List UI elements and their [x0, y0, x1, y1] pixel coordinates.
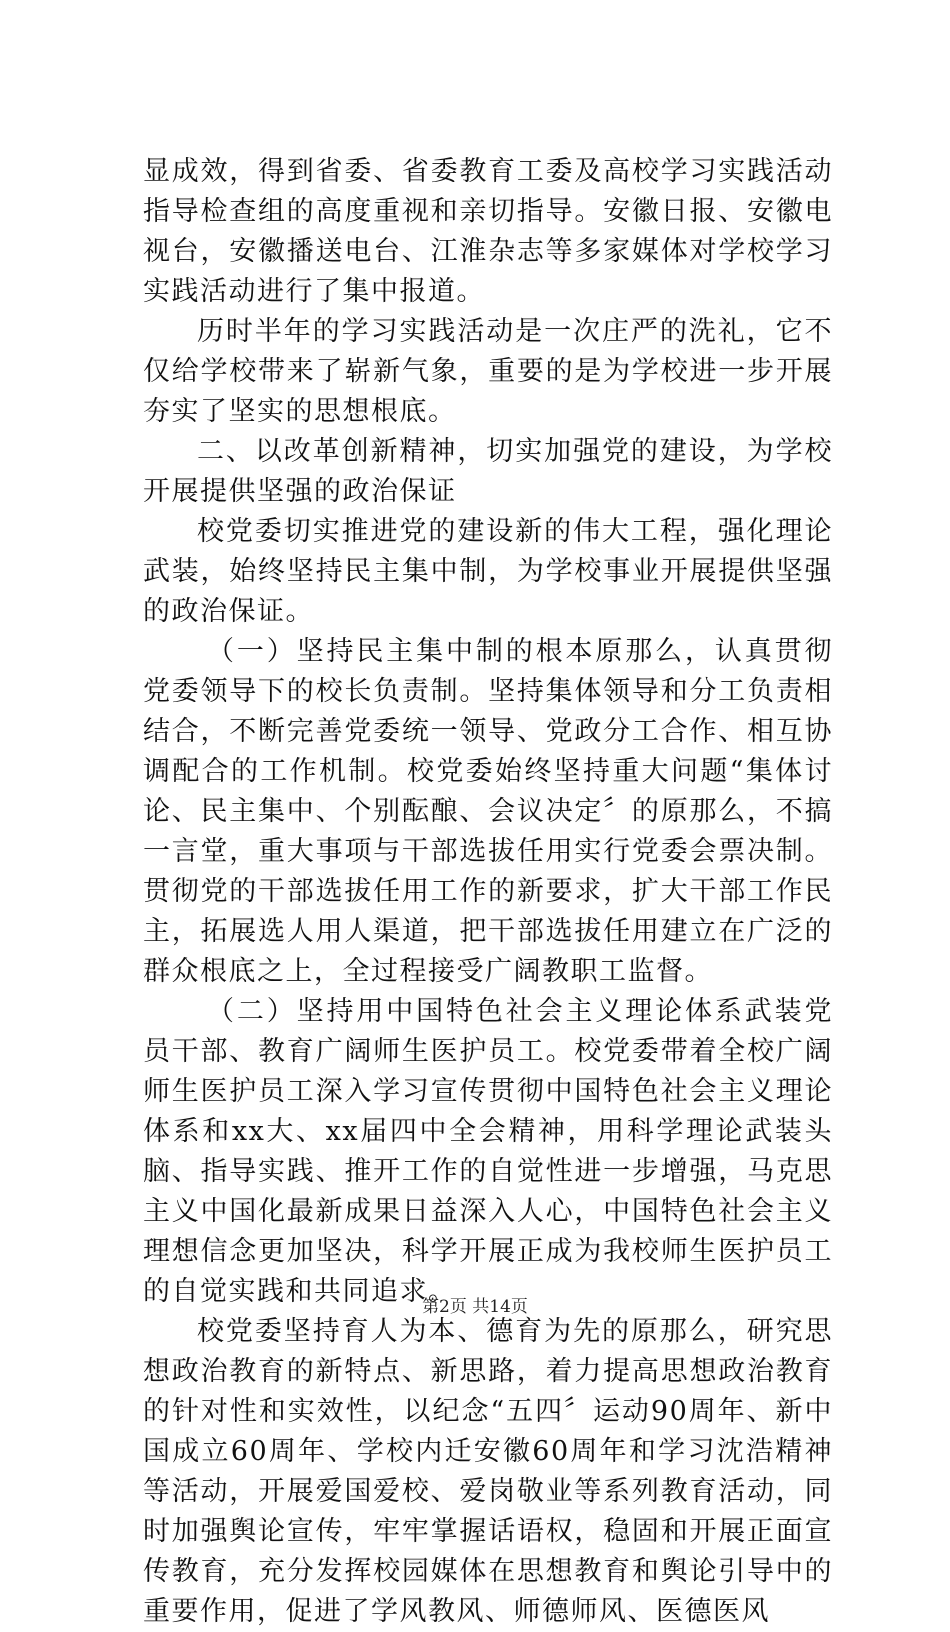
page-footer: 第2页 共14页	[422, 1297, 528, 1317]
paragraph-1: 显成效，得到省委、省委教育工委及高校学习实践活动指导检查组的高度重视和亲切指导。安徽日报、安徽电视台，安徽播送电台、江淮杂志等多家媒体对学校学习实践活动进行了集中报道。	[143, 156, 833, 307]
subsection-1: （一）坚持民主集中制的根本原那么，认真贯彻党委领导下的校长负责制。坚持集体领导和分工负责相结合，不断完善党委统一领导、党政分工合作、相互协调配合的工作机制。校党委始终坚持重大问题“集体讨论、民主集中、个别酝酿、会议决定〞的原那么，不搞一言堂，重大事项与干部选拔任用实行党委会票决制。贯彻党的干部选拔任用工作的新要求，扩大干部工作民主，拓展选人用人渠道，把干部选拔任用建立在广泛的群众根底之上，全过程接受广阔教职工监督。	[143, 636, 833, 987]
paragraph-7: 校党委坚持育人为本、德育为先的原那么，研究思想政治教育的新特点、新思路，着力提高思想政治教育的针对性和实效性，以纪念“五四〞运动90周年、新中国成立60周年、学校内迁安徽60周年和学习沈浩精神等活动，开展爱国爱校、爱岗敬业等系列教育活动，同时加强舆论宣传，牢牢掌握话语权，稳固和开展正面宣传教育，充分发挥校园媒体在思想教育和舆论引导中的重要作用，促进了学风教风、师德师风、医德医风	[143, 1316, 833, 1627]
document-body	[143, 152, 833, 1632]
paragraph-2: 历时半年的学习实践活动是一次庄严的洗礼，它不仅给学校带来了崭新气象，重要的是为学校进一步开展夯实了坚实的思想根底。	[143, 316, 833, 427]
subsection-2: （二）坚持用中国特色社会主义理论体系武装党员干部、教育广阔师生医护员工。校党委带着全校广阔师生医护员工深入学习宣传贯彻中国特色社会主义理论体系和xx大、xx届四中全会精神，用科学理论武装头脑、指导实践、推开工作的自觉性进一步增强，马克思主义中国化最新成果日益深入人心，中国特色社会主义理想信念更加坚决，科学开展正成为我校师生医护员工的自觉实践和共同追求。	[143, 996, 833, 1307]
paragraph-4: 校党委切实推进党的建设新的伟大工程，强化理论武装，始终坚持民主集中制，为学校事业开展提供坚强的政治保证。	[143, 516, 833, 627]
section-heading-2: 二、以改革创新精神，切实加强党的建设，为学校开展提供坚强的政治保证	[143, 436, 833, 507]
